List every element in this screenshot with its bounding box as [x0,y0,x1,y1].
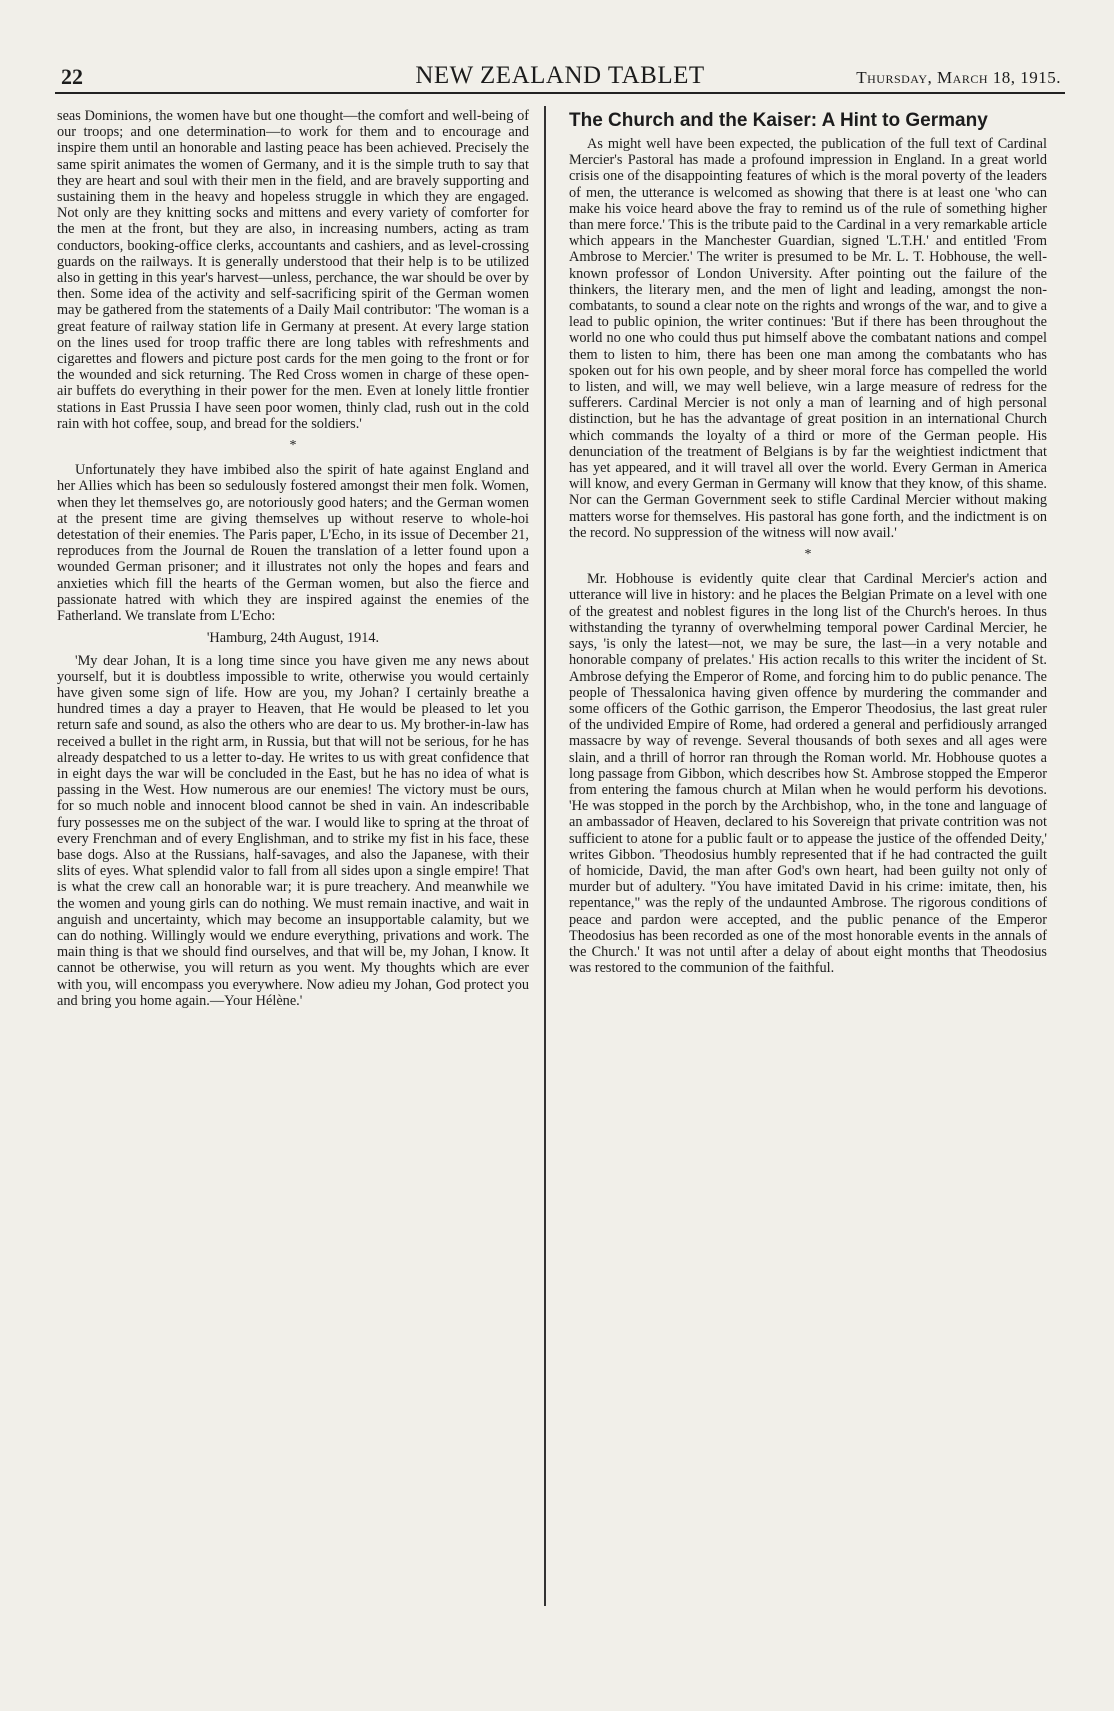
newspaper-page [55,58,1065,1009]
right-paragraph-2: Mr. Hobhouse is evidently quite clear that Cardinal Mercier's action and utterance will live in history: and he places the Belgian Primate on a level with one of the greatest and noblest figures in the long list of the Church's heroes. In thus withstanding the tyranny of overwhelming temporal power Cardinal Mercier, he says, 'is only the latest—not, we may be sure, the last—in a very notable and honorable company of prelates.' His action recalls to this writer the incident of St. Ambrose defying the Emperor of Rome, and forcing him to do public penance. The people of Thessalonica having given offence by murdering the commander and some officers of the Gothic garrison, the Emperor Theodosius, the last great ruler of the undivided Empire of Rome, had ordered a general and perfidiously arranged massacre by way of revenge. Several thousands of both sexes and all ages were slain, and a thrill of horror ran through the Roman world. Mr. Hobhouse quotes a long passage from Gibbon, which describes how St. Ambrose stopped the Emperor from entering the famous church at Milan when he would perform his devotions. 'He was stopped in the porch by the Archbishop, who, in the tone and language of an ambassador of Heaven, declared to his Sovereign that private contrition was not sufficient to atone for a public fault or to appease the justice of the offended Deity,' writes Gibbon. 'Theodosius humbly represented that if he had contracted the guilt of homicide, David, the man after God's own heart, had been guilty not only of murder but of adultery. "You have imitated David in his crime: imitate, then, his repentance," was the reply of the undaunted Ambrose. The rigorous conditions of peace and pardon were accepted, and the public penance of the Emperor Theodosius has been recorded as one of the most honorable events in the annals of the Church.' It was not until after a delay of about eight months that Theodosius was restored to the communion of the faithful. [569,571,1047,977]
letter-body: 'My dear Johan, It is a long time since you have given me any news about yourself, but it is doubtless impossible to write, otherwise you would certainly have given some sign of life. How are you, my Johan? I certainly breathe a hundred times a day a prayer to Heaven, that He would be pleased to let you return safe and sound, as also the others who are dear to us. My brother-in-law has received a bullet in the right arm, in Russia, but that will not be serious, for he has already despatched to us a letter to-day. He writes to us with great confidence that in eight days the war will be concluded in the East, but he has no idea of what is passing in the West. How numerous are our enemies! The victory must be ours, for so much noble and innocent blood cannot be shed in vain. An indescribable fury possesses me on the subject of the war. I would like to spring at the throat of every Frenchman and of every Englishman, and to strike my fist in his face, these base dogs. Also at the Russians, half-savages, and also the Japanese, with their slits of eyes. What splendid valor to fall from all sides upon a single empire! That is what the crew call an honorable war; it is pure treachery. And meanwhile we the women and young girls can do nothing. We must remain inactive, and wait in anguish and uncertainty, which may become an insupportable calamity, but we can do nothing. Willingly would we endure everything, privations and work. The main thing is that we should find ourselves, and that will be, my Johan, I know. It cannot be otherwise, you will return as you went. My thoughts which are ever with you, will encompass you everywhere. Now adieu my Johan, God protect you and bring you home again.—Your Hélène.' [57,652,529,1009]
article-columns [55,108,1065,1668]
publication-title: NEW ZEALAND TABLET [415,62,705,89]
right-column [569,108,1047,982]
left-column [57,108,529,1015]
letter-dateline: 'Hamburg, 24th August, 1914. [206,630,380,647]
section-separator: * [289,438,297,454]
left-paragraph-1: seas Dominions, the women have but one thought—the comfort and well-being of our troops; and one determination—to work for them and to encourage and inspire them until an honorable and lasting peace has been achieved. Precisely the same spirit animates the women of Germany, and it is the simple truth to say that they are heart and soul with their men in the field, and are bravely supporting and sustaining them in the heavy and hopeless struggle in which they are engaged. Not only are they knitting socks and mittens and every variety of comforter for the men at the front, but they are also, in increasing numbers, acting as tram conductors, booking-office clerks, accountants and cashiers, and as level-crossing guards on the railways. It is generally understood that their help is to be utilized also in getting in this year's harvest—unless, perchance, the war should be over by then. Some idea of the activity and self-sacrificing spirit of the German women may be gathered from the statements of a Daily Mail contributor: 'The woman is a great feature of railway station life in Germany at present. At every large station on the lines used for troop traffic there are long tables with refreshments and cigarettes and flowers and picture post cards for the men going to the front or for the wounded and sick returning. The Red Cross women in charge of these open-air buffets do everything in their power for the men. Even at lonely little frontier stations in East Prussia I have seen poor women, thinly clad, rush out in the cold rain with hot coffee, soup, and bread for the soldiers.' [57,108,529,432]
left-paragraph-2: Unfortunately they have imbibed also the spirit of hate against England and her Allies which has been so sedulously fostered amongst their men folk. Women, when they let themselves go, are notoriously good haters; and the German women at the present time are giving themselves up without reserve to whole-hoi detestation of their enemies. The Paris paper, L'Echo, in its issue of December 21, reproduces from the Journal de Rouen the translation of a letter found upon a wounded German prisoner; and it illustrates not only the hopes and fears and anxieties which fill the hearts of the German women, but also the fierce and passionate hatred with which they are inspired against the enemies of the Fatherland. We translate from L'Echo: [57,462,529,625]
section-separator: * [804,547,812,563]
page-number: 22 [61,64,83,89]
article-headline: The Church and the Kaiser: A Hint to Germany [569,110,988,131]
right-paragraph-1: As might well have been expected, the publication of the full text of Cardinal Mercier's Pastoral has made a profound impression in England. In a great world crisis one of the disappointing features of which is the moral poverty of the leaders of men, the utterance is welcomed as showing that there is at least one 'who can make his voice heard above the fray to remind us of the rule of something higher than mere force.' This is the tribute paid to the Cardinal in a very remarkable article which appears in the Manchester Guardian, signed 'L.T.H.' and entitled 'From Ambrose to Mercier.' The writer is presumed to be Mr. L. T. Hobhouse, the well-known professor of London University. After pointing out the failure of the thinkers, the literary men, and the men of light and leading, amongst the non-combatants, to sound a clear note on the rights and wrongs of the war, and to give a lead to public opinion, the writer continues: 'But if there has been throughout the world no one who could thus put himself above the combatant nations and compel them to listen to him, there has been one man among the combatants who has spoken out for his own people, and by sheer moral force has compelled the world to listen, and will, we may well believe, win a large measure of redress for the sufferers. Cardinal Mercier is not only a man of learning and of high personal distinction, but he has the advantage of great position in an international Church which commands the loyalty of a third or more of the German people. His denunciation of the treatment of Belgians is by far the weightiest indictment that has yet appeared, and it will travel all over the world. Every German in America will know, and every German in Germany will know that they know, of this shame. Nor can the German Government seek to stifle Cardinal Mercier without making matters worse for themselves. His pastoral has gone forth, and the indictment is on the record. No suppression of the witness will now avail.' [569,136,1047,541]
issue-date: Thursday, March 18, 1915. [856,68,1061,87]
masthead [55,58,1065,94]
column-rule [544,106,546,1606]
